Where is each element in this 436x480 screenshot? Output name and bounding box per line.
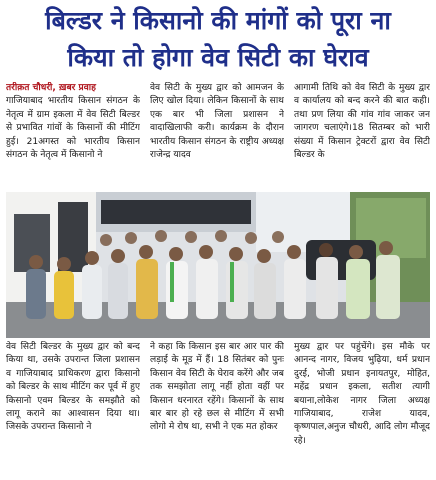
headline-line-2: किया तो होगा वेव सिटी का घेराव [67, 43, 369, 72]
byline: तरीक़त चौधरी, ख़बर प्रवाह [6, 83, 96, 93]
column-3-bottom-text: मुख्य द्वार पर पहुंचेंगे। इस मौके पर आनन्द नागर, विजय भुढ़िया, धर्म प्रधान दुरई, भोजी प्रधान इनायतपुर, मोहित, महेंद्र प्रधान इकला, सतीश त्यागी बयाना,लोकेश नागर जिला अध्यक्ष गाजियाबाद, राजेश यादव, कृष्णपाल,अनुज चौधरी, आदि लोग मौजूद रहे। [294, 342, 430, 446]
column-1-top-text: गाजियाबाद भारतीय किसान संगठन के नेतृत्व में ग्राम इकला में वेव सिटी बिल्डर से प्रभावित गांवों के किसानों की मीटिंग हुई। 21अगस्त को भारतीय किसान संगठन के नेतृत्व में किसानो ने [6, 96, 140, 161]
group-photo-illustration [6, 192, 430, 338]
article-column-2-top [150, 82, 284, 190]
news-photo [6, 192, 430, 338]
headline-line-1: बिल्डर ने किसानो की मांगों को पूरा ना [45, 6, 391, 35]
article-column-1-bottom [6, 341, 140, 477]
article-column-3-top [294, 82, 430, 190]
column-1-bottom-text: वेव सिटी बिल्डर के मुख्य द्वार को बन्द किया था, उसके उपरान्त जिला प्रशासन व गाजियाबाद प्राधिकरण द्वारा किसानो को बिल्डर के साथ मीटिंग कर पूर्व में हुए किसानो एवम बिल्डर के समझौते को लागू कराने का आश्वासन दिया था। जिसके उपरान्त किसानो ने [6, 342, 140, 433]
article-column-3-bottom [294, 341, 430, 477]
column-2-top-text: वेव सिटी के मुख्य द्वार को आमजन के लिए खोल दिया। लेकिन किसानों के साथ एक बार भी जिला प्रशासन ने वादाखिलाफी करी। कार्यक्रम के दौरान भारतीय किसान संगठन के राष्ट्रीय अध्यक्ष राजेन्द्र यादव [150, 83, 284, 161]
column-3-top-text: आगामी तिथि को वेव सिटी के मुख्य द्वार व कार्यालय को बन्द करने की बात कही। तथा प्रण लिया की गांव गांव जाकर जन जागरण चलाएंगे।18 सितम्बर को भारी संख्या में किसान ट्रेक्टरों द्वारा वेव सिटी बिल्डर के [294, 83, 430, 161]
article-column-1-top [6, 82, 140, 190]
column-2-bottom-text: ने कहा कि किसान इस बार आर पार की लड़ाई के मूड में हैं। 18 सितंबर को पुनः किसान वेव सिटी के घेराव करेंगे और जब तक समझोता लागू नहीं होता वहीं पर किसान धरनारत रहेंगे। किसानों के साथ बार बार हो रहे छल से मीटिंग में सभी लोगो मे रोष था, सभी ने एक मत होकर [150, 342, 284, 433]
article-column-2-bottom [150, 341, 284, 477]
headline [0, 0, 436, 84]
